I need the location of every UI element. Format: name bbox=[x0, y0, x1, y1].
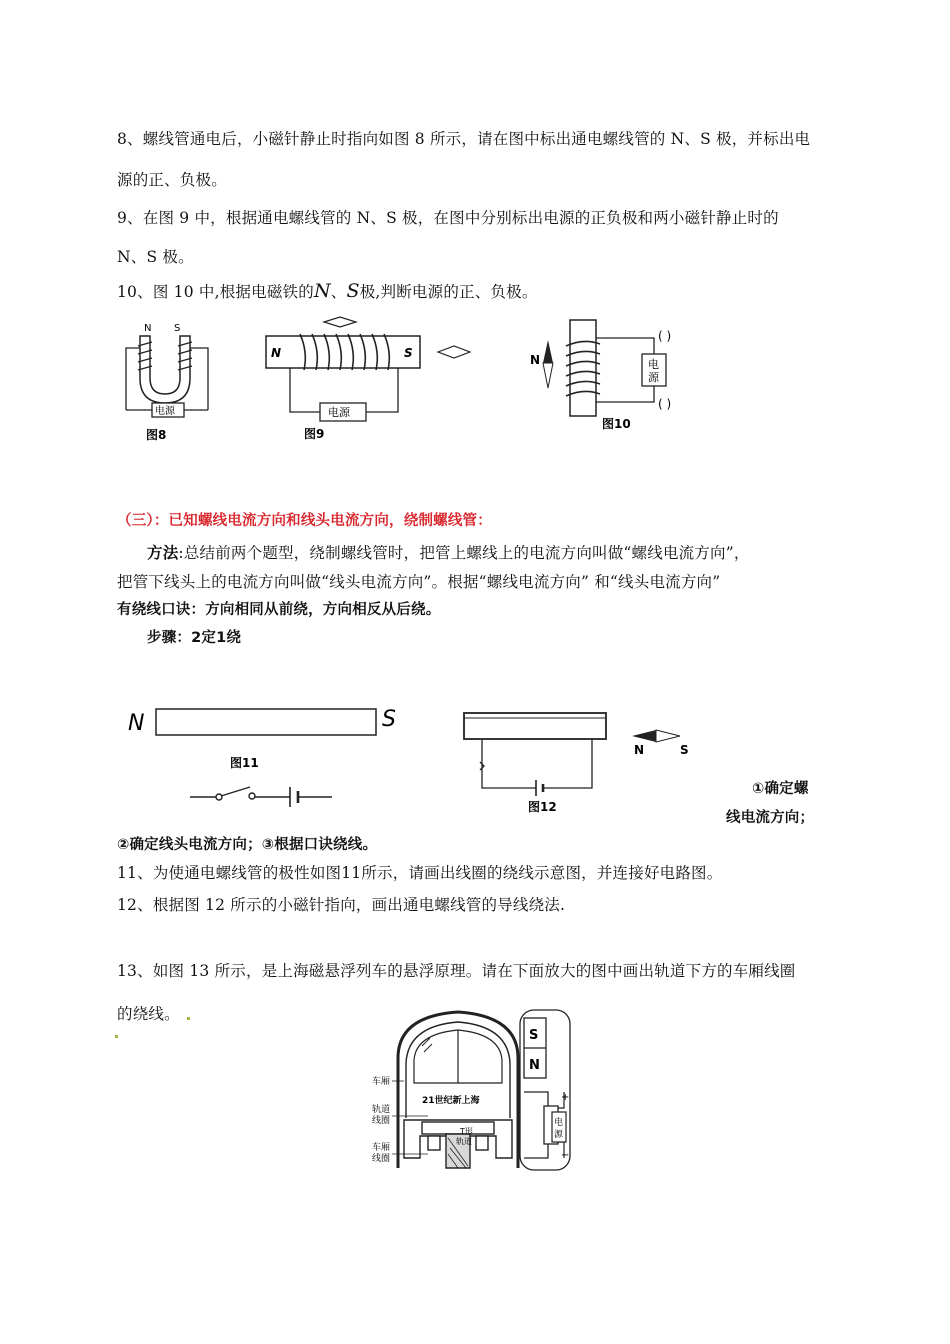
decorative-dot bbox=[115, 1035, 118, 1038]
fig13-minus: − bbox=[561, 1150, 570, 1161]
fig9-source-label: 电源 bbox=[328, 406, 350, 419]
fig13-s-label: S bbox=[529, 1028, 539, 1043]
step23: ②确定线头电流方向；③根据口诀绕线。 bbox=[117, 837, 378, 853]
section3-title: （三）：已知螺线电流方向和线头电流方向，绕制螺线管： bbox=[117, 513, 492, 529]
fig12-n-label: N bbox=[634, 743, 645, 757]
method-label: 方法 bbox=[147, 544, 179, 562]
fig8-caption: 图8 bbox=[146, 428, 167, 442]
q8-line1: 8、螺线管通电后，小磁针静止时指向如图 8 所示，请在图中标出通电螺线管的 N、S 极，并标出电 bbox=[117, 130, 811, 148]
fig13-t-track-2: 轨道 bbox=[456, 1137, 472, 1146]
fig13-car-coil-1: 车厢 bbox=[372, 1143, 391, 1153]
figure-12 bbox=[460, 710, 710, 819]
fig10-source-2: 源 bbox=[648, 371, 659, 384]
rhyme: 有绕线口诀：方向相同从前绕，方向相反从后绕。 bbox=[117, 602, 441, 618]
fig8-n-label: N bbox=[144, 323, 152, 334]
method-line2: 把管下线头上的电流方向叫做“线头电流方向”。根据“螺线电流方向” 和“线头电流方向” bbox=[117, 573, 721, 591]
fig12-s-label: S bbox=[680, 743, 689, 757]
q10-text-a: 10、图 10 中,根据电磁铁的 bbox=[117, 283, 314, 301]
q10-sep: 、 bbox=[330, 283, 347, 301]
figure-11 bbox=[124, 700, 414, 819]
fig12-caption: 图12 bbox=[528, 800, 557, 814]
figure-9 bbox=[262, 312, 482, 446]
fig11-caption: 图11 bbox=[230, 756, 259, 770]
fig13-car-label: 车厢 bbox=[372, 1077, 391, 1087]
fig10-paren-bottom: ( ) bbox=[658, 397, 672, 411]
fig11-n-label: N bbox=[128, 711, 145, 736]
fig11-s-label: S bbox=[382, 707, 396, 732]
q9-line1: 9、在图 9 中，根据通电螺线管的 N、S 极，在图中分别标出电源的正负极和两小磁针静止时的 bbox=[117, 209, 779, 227]
fig13-t-track-1: T形 bbox=[460, 1127, 473, 1136]
step1-b: 线电流方向； bbox=[726, 810, 815, 826]
fig9-caption: 图9 bbox=[304, 427, 325, 441]
decorative-dot bbox=[187, 1017, 190, 1020]
q11-line: 11、为使通电螺线管的极性如图11所示，请画出线圈的绕线示意图，并连接好电路图。 bbox=[117, 864, 723, 882]
fig13-car-coil-2: 线圈 bbox=[372, 1154, 391, 1164]
method-text1: :总结前两个题型，绕制螺线管时，把管上螺线上的电流方向叫做“螺线电流方向”， bbox=[178, 544, 750, 562]
fig13-train-label: 21世纪新上海 bbox=[422, 1096, 480, 1106]
step1-a: ①确定螺 bbox=[752, 781, 809, 797]
fig10-paren-top: ( ) bbox=[658, 329, 672, 343]
fig8-s-label: S bbox=[174, 323, 181, 334]
q13-line1: 13、如图 13 所示，是上海磁悬浮列车的悬浮原理。请在下面放大的图中画出轨道下方的车厢线圈 bbox=[117, 962, 796, 980]
q8-line2: 源的正、负极。 bbox=[117, 171, 227, 189]
fig10-source-1: 电 bbox=[648, 358, 659, 371]
fig9-s-label: S bbox=[404, 346, 413, 360]
method-line1 bbox=[147, 541, 750, 563]
fig13-n-label: N bbox=[529, 1058, 540, 1073]
q13-line2: 的绕线。 bbox=[117, 1005, 180, 1023]
fig13-plus: + bbox=[561, 1092, 570, 1103]
q10-text-b: 极,判断电源的正、负极。 bbox=[359, 283, 538, 301]
figure-10 bbox=[528, 316, 703, 440]
fig13-track-coil-2: 线圈 bbox=[372, 1116, 391, 1126]
fig13-source-1: 电 bbox=[554, 1118, 564, 1128]
fig10-caption: 图10 bbox=[602, 417, 631, 431]
fig10-needle-n: N bbox=[530, 353, 541, 367]
q9-line2: N、S 极。 bbox=[117, 248, 194, 266]
fig13-source-2: 源 bbox=[554, 1130, 564, 1140]
fig9-n-label: N bbox=[271, 346, 282, 360]
figure-13 bbox=[358, 1008, 573, 1182]
q10-n: N bbox=[313, 280, 331, 302]
q10-s: S bbox=[346, 280, 360, 302]
q12-line: 12、根据图 12 所示的小磁针指向，画出通电螺线管的导线绕法. bbox=[117, 896, 566, 914]
figure-8 bbox=[118, 318, 218, 447]
fig8-source-label: 电源 bbox=[155, 406, 175, 417]
steps: 步骤：2定1绕 bbox=[147, 630, 242, 646]
fig13-track-coil-1: 轨道 bbox=[372, 1105, 391, 1115]
q10-line bbox=[117, 280, 538, 302]
